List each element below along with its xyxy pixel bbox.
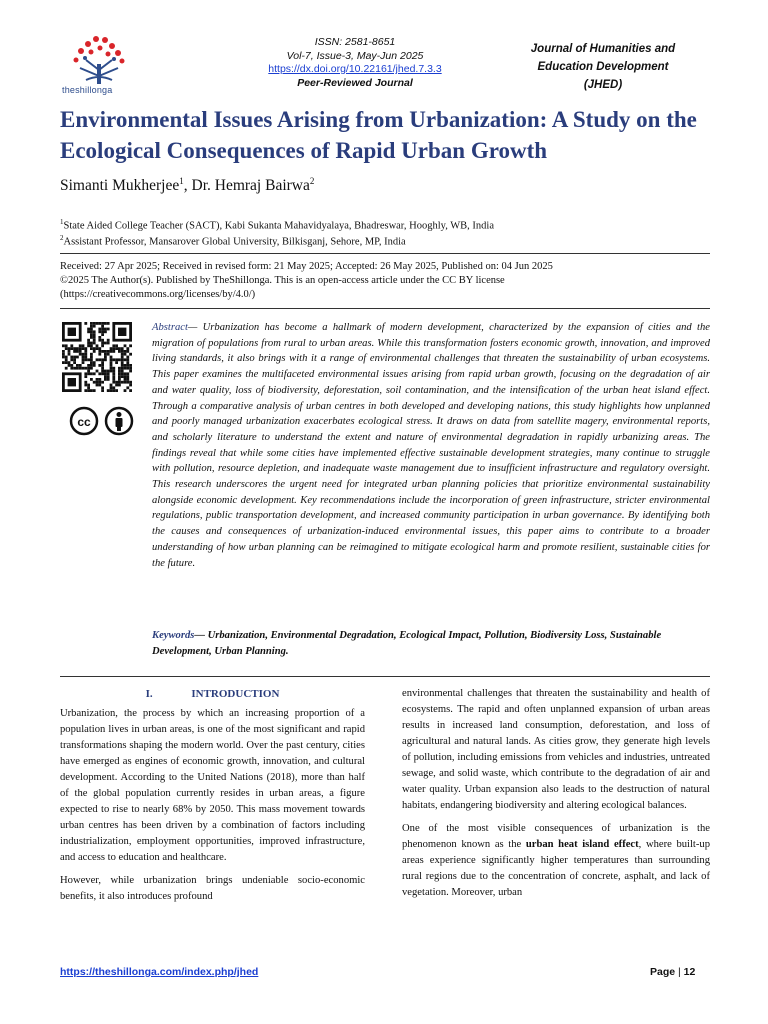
page-number-value: 12 [683, 966, 696, 978]
section-heading [60, 686, 365, 702]
publication-info [60, 260, 710, 302]
abstract-text: — Urbanization has become a hallmark of modern development, characterized by the expansion of cities and the migration of populations from rural to urban areas. While this transformation fosters economic growth, innovation, and improved living standards, it also brings with it a range of environmental challenges that threaten the sustainability of urban ecosystems. This paper examines the multifaceted environmental issues arising from rapid urban growth, focusing on the degradation of air and water quality, loss of biodiversity, deforestation, soil contamination, and the intensification of the urban heat island effect. Through a comparative analysis of urban centres in both developed and developing nations, this study highlights how unplanned and poorly managed urbanization exacerbates ecological stress. It draws on data from satellite magery, environmental reports, and scholarly literature to understand the extent and nature of environmental degradation in rapidly urbanizing areas. The findings reveal that while some cities have implemented effective sustainable development strategies, many continue to struggle with pollution, resource depletion, and inadequate waste management due to insufficient infrastructure and regulatory oversight. This research underscores the urgent need for integrated urban planning policies that prioritize environmental sustainability alongside economic development. Key recommendations include the incorporation of green infrastructure, stricter environmental regulations, public transportation development, and increased community participation in urban governance. By identifying both the causes and consequences of urbanization-induced environmental issues, this paper aims to contribute to a broader understanding of how urban planning can be reimagined to mitigate ecological harm and promote resilient, sustainable cities for the future. [152, 322, 710, 569]
journal-name-line2: Education Development [537, 61, 669, 73]
body-column-right [402, 686, 710, 908]
footer-journal-link[interactable]: https://theshillonga.com/index.php/jhed [60, 966, 259, 978]
affiliation-1-text: State Aided College Teacher (SACT), Kabi Sukanta Mahavidyalaya, Bhadreswar, Hooghly, WB, India [63, 220, 494, 232]
paragraph-1: Urbanization, the process by which an increasing proportion of a population lives in urban areas, is one of the most significant and rapid transformations shaping the modern world. Over the past century, cities have emerged as engines of economic growth, innovation, and cultural development. According to the United Nations (2018), more than half of the global population currently resides in urban areas, a figure expected to rise to nearly 68% by 2050. This mass movement towards urban centres has been driven by a combination of factors including industrialization, employment opportunities, improved infrastructure, and access to education and healthcare. [60, 708, 365, 863]
doi-link[interactable]: https://dx.doi.org/10.22161/jhed.7.3.3 [268, 63, 442, 75]
authors [60, 176, 314, 195]
body-column-left [60, 686, 365, 912]
keywords-label: Keywords [152, 630, 195, 641]
affiliation-1-sup: 1 [60, 218, 64, 226]
section-number: I. [145, 688, 153, 700]
dates: Received: 27 Apr 2025; Received in revised form: 21 May 2025; Accepted: 26 May 2025, Published on: 04 Jun 2025 [60, 261, 553, 272]
tree-icon [74, 36, 125, 84]
journal-name-line1: Journal of Humanities and [530, 43, 676, 55]
page-label: Page [650, 966, 676, 978]
article-title: Environmental Issues Arising from Urbanization: A Study on the Ecological Consequences of Rapid Urban Growth [60, 107, 697, 163]
divider-top [60, 253, 710, 254]
author-1: Simanti Mukherjee [60, 177, 180, 195]
divider-abstract [60, 308, 710, 309]
copyright: ©2025 The Author(s). Published by TheShillonga. This is an open-access article under the CC BY license [60, 275, 505, 286]
logo-wordmark: theshillonga [62, 85, 113, 95]
affiliation-2-text: Assistant Professor, Mansarover Global University, Bilkisganj, Sehore, MP, India [63, 236, 406, 248]
cc-by-icon [69, 406, 135, 436]
issn-block [230, 36, 480, 90]
paragraph-2: However, while urbanization brings undeniable socio-economic benefits, it also introduces profound [60, 875, 365, 902]
author-2-sup: 2 [309, 176, 315, 186]
author-1-sup: 1 [179, 176, 184, 186]
journal-name [492, 40, 714, 94]
page-number [650, 966, 695, 978]
author-2: Dr. Hemraj Bairwa [191, 177, 310, 195]
qr-code[interactable] [62, 322, 132, 400]
author-separator: , [183, 177, 192, 195]
abstract [152, 320, 710, 571]
journal-name-line3: (JHED) [583, 79, 623, 91]
keywords-text: — Urbanization, Environmental Degradation, Ecological Impact, Pollution, Biodiversity Loss, Sustainable Development, Urban Planning. [152, 630, 662, 657]
volume-issue: Vol-7, Issue-3, May-Jun 2025 [286, 49, 424, 62]
svg-text:cc: cc [77, 415, 91, 429]
paragraph-3: environmental challenges that threaten the sustainability and health of ecosystems. The rapid and often unplanned expansion of urban areas results in increased land consumption, deforestation, and loss of agricultural and natural lands. As cities grow, they generate high levels of pollution, including emissions from vehicles and industries, untreated sewage, and solid waste, which contribute to the degradation of air and water quality. Urban expansion also leads to the destruction of natural habitats, endangering biodiversity and altering ecological balances. [402, 688, 710, 811]
paragraph-4 [402, 821, 710, 901]
affiliation-2 [60, 232, 406, 249]
issn: ISSN: 2581-8651 [314, 36, 396, 48]
paragraph-4-bold: urban heat island effect [525, 839, 639, 850]
abstract-label: Abstract [152, 322, 188, 333]
peer-reviewed-label: Peer-Reviewed Journal [297, 76, 413, 89]
section-title: INTRODUCTION [191, 688, 280, 700]
keywords [152, 628, 710, 659]
affiliation-2-sup: 2 [60, 234, 64, 242]
license-url[interactable]: (https://creativecommons.org/licenses/by/4.0/) [60, 289, 256, 300]
paragraph-4-part-b: , where built-up areas experience significantly higher temperatures than surrounding rural regions due to the concentration of concrete, asphalt, and lack of vegetation. Moreover, urban [402, 839, 710, 898]
divider-body [60, 676, 710, 677]
page-separator: | [675, 966, 684, 978]
paragraph-4-part-a: One of the most visible consequences of urbanization is the phenomenon known as the [402, 823, 710, 850]
affiliation-1 [60, 216, 494, 233]
